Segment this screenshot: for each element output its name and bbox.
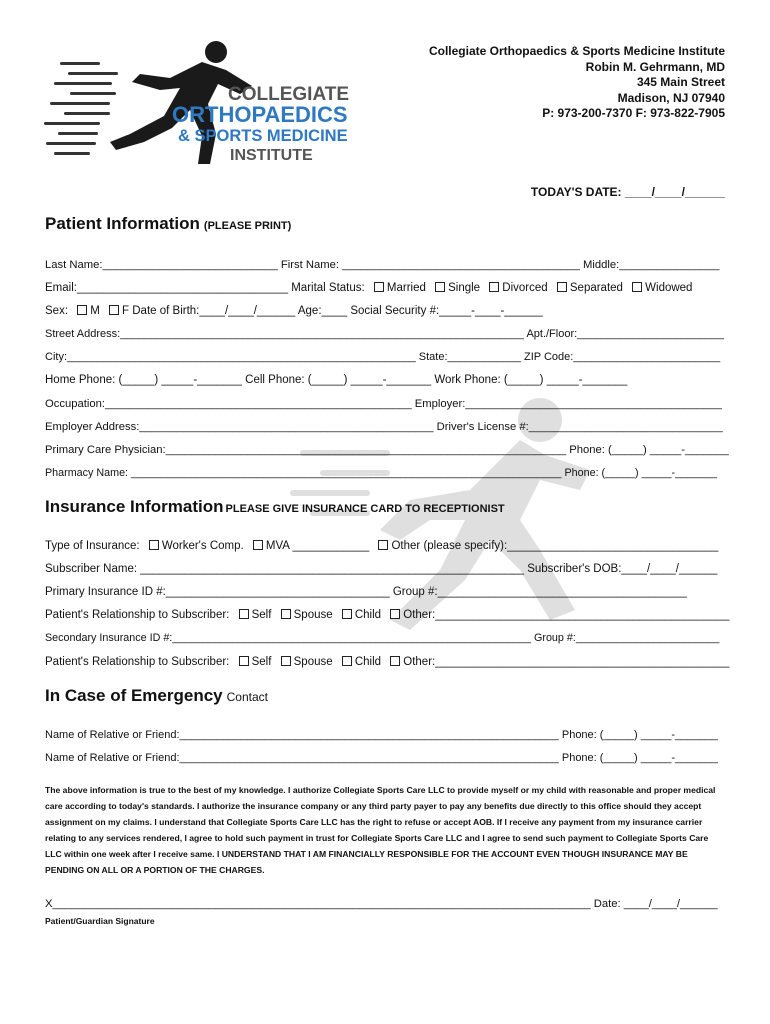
relative-row-1 <box>45 726 718 744</box>
self-checkbox[interactable] <box>239 609 249 619</box>
city-state-zip: Madison, NJ 07940 <box>617 90 725 105</box>
last-name-field[interactable]: Last Name:____________________________ <box>45 259 278 271</box>
work-phone-field[interactable]: Work Phone: (_____) _____-_______ <box>434 374 628 386</box>
drivers-license-field[interactable]: Driver's License #:_______________________________ <box>436 421 723 433</box>
sex-dob-row <box>45 302 543 320</box>
spouse-label: Spouse <box>293 656 333 668</box>
subscriber-dob-field[interactable]: Subscriber's DOB:____/____/______ <box>527 563 718 575</box>
home-phone-field[interactable]: Home Phone: (_____) _____-_______ <box>45 374 242 386</box>
email-marital-row <box>45 279 692 297</box>
other-insurance-field[interactable]: Other (please specify):_________________________________ <box>391 540 719 552</box>
signature-caption: Patient/Guardian Signature <box>45 916 155 926</box>
occupation-row <box>45 395 722 413</box>
spouse-checkbox[interactable] <box>281 656 291 666</box>
first-name-field[interactable]: First Name: ______________________________________ <box>280 259 580 271</box>
cell-phone-field[interactable]: Cell Phone: (_____) _____-_______ <box>245 374 432 386</box>
middle-name-field[interactable]: Middle:________________ <box>583 259 720 271</box>
city-field[interactable]: City:_________________________________________________________ <box>45 351 416 363</box>
sex-label: Sex: <box>45 305 69 317</box>
relationship-row-2 <box>45 653 729 671</box>
signature-field[interactable]: X______________________________________________________________________________________ <box>45 898 591 910</box>
insurance-type-row <box>45 537 718 555</box>
logo-line4: INSTITUTE <box>230 147 313 164</box>
spouse-label: Spouse <box>293 609 333 621</box>
single-label: Single <box>448 282 481 294</box>
section-title: Patient Information <box>45 214 200 233</box>
section-subtitle: PLEASE GIVE INSURANCE CARD TO RECEPTIONIST <box>225 503 505 515</box>
logo-line3: & SPORTS MEDICINE <box>178 127 348 145</box>
todays-date-field[interactable]: TODAY'S DATE: ____/____/______ <box>530 185 725 199</box>
emergency-heading <box>45 686 268 706</box>
self-label: Self <box>251 609 272 621</box>
signature-date-field[interactable]: Date: ____/____/______ <box>593 898 718 910</box>
practice-name: Collegiate Orthopaedics & Sports Medicine Institute <box>428 44 725 58</box>
relationship-row-1 <box>45 606 729 624</box>
self-label: Self <box>251 656 272 668</box>
child-checkbox[interactable] <box>342 609 352 619</box>
primary-insurance-row <box>45 583 687 601</box>
employer-field[interactable]: Employer:_________________________________________ <box>414 398 722 410</box>
self-checkbox[interactable] <box>239 656 249 666</box>
consent-statement: The above information is true to the best of my knowledge. I authorize Collegiate Sports Care LLC to provide myself or my child with reasonable and proper medical care according to today's standards. I authorize the insurance company or any third party payer to pay any benefits due directly to this office should they accept assignment on my claims. I understand that Collegiate Sports Care LLC has the right to refuse or accept AOB. If I receive any payment from my insurance carrier relating to any services rendered, I agree to hold such payment in trust for Collegiate Sports Care LLC and I agree to send such payment to Collegiate Sports Care LLC within one week after I receive same. I UNDERSTAND THAT I AM FINANCIALLY RESPONSIBLE FOR THE ACCOUNT EVEN THOUGH INSURANCE MAY BE PENDING ON ALL OR A PORTION OF THE CHARGES. <box>45 785 716 875</box>
relative-phone-field[interactable]: Phone: (_____) _____-_______ <box>561 752 718 764</box>
child-checkbox[interactable] <box>342 656 352 666</box>
other-relationship-checkbox[interactable] <box>390 656 400 666</box>
single-checkbox[interactable] <box>435 282 445 292</box>
logo <box>40 38 400 168</box>
pharmacy-row <box>45 464 717 482</box>
primary-group-field[interactable]: Group #:_______________________________________ <box>392 586 688 598</box>
relative-name-field[interactable]: Name of Relative or Friend:______________________________________________________________ <box>45 729 559 741</box>
logo-line2: ORTHOPAEDICS <box>172 102 348 127</box>
sex-f-checkbox[interactable] <box>109 305 119 315</box>
pharmacy-phone-field[interactable]: Phone: (_____) _____-_______ <box>564 467 717 479</box>
street-row <box>45 325 724 343</box>
doctor-name: Robin M. Gehrmann, MD <box>585 59 725 74</box>
practice-address <box>429 44 725 122</box>
city-row <box>45 348 720 366</box>
married-label: Married <box>386 282 426 294</box>
divorced-label: Divorced <box>502 282 548 294</box>
relative-name-field[interactable]: Name of Relative or Friend:______________________________________________________________ <box>45 752 559 764</box>
apt-floor-field[interactable]: Apt./Floor:________________________ <box>526 328 725 340</box>
secondary-insurance-id-field[interactable]: Secondary Insurance ID #:____________________________________________________________ <box>45 632 531 644</box>
employer-address-row <box>45 418 723 436</box>
sex-f-label: F <box>122 305 130 317</box>
phone-fax: P: 973-200-7370 F: 973-822-7905 <box>542 106 725 120</box>
divorced-checkbox[interactable] <box>489 282 499 292</box>
married-checkbox[interactable] <box>374 282 384 292</box>
relative-phone-field[interactable]: Phone: (_____) _____-_______ <box>561 729 718 741</box>
zip-field[interactable]: ZIP Code:________________________ <box>524 351 721 363</box>
separated-checkbox[interactable] <box>557 282 567 292</box>
section-title: Insurance Information <box>45 497 224 516</box>
insurance-type-label: Type of Insurance: <box>45 540 140 552</box>
sex-m-label: M <box>90 305 100 317</box>
spouse-checkbox[interactable] <box>281 609 291 619</box>
name-row <box>45 256 719 274</box>
pharmacy-field[interactable]: Pharmacy Name: ________________________________________________________________________ <box>45 467 562 479</box>
workers-comp-label: Worker's Comp. <box>161 540 244 552</box>
marital-status-label: Marital Status: <box>291 282 365 294</box>
sex-m-checkbox[interactable] <box>77 305 87 315</box>
child-label: Child <box>354 609 382 621</box>
child-label: Child <box>354 656 382 668</box>
section-subtitle: Contact <box>226 690 268 704</box>
separated-label: Separated <box>569 282 623 294</box>
street-address-field[interactable]: Street Address:__________________________________________________________________ <box>45 328 524 340</box>
relationship-label: Patient's Relationship to Subscriber: <box>45 609 230 621</box>
other-relationship-field[interactable]: Other:______________________________________________ <box>403 609 730 621</box>
other-relationship-checkbox[interactable] <box>390 609 400 619</box>
relative-row-2 <box>45 749 718 767</box>
mva-checkbox[interactable] <box>253 540 263 550</box>
dob-field[interactable]: Date of Birth:____/____/______ <box>132 305 296 317</box>
primary-insurance-id-field[interactable]: Primary Insurance ID #:___________________________________ <box>45 586 390 598</box>
pcp-row <box>45 441 729 459</box>
email-field[interactable]: Email:_________________________________ <box>45 282 289 294</box>
subscriber-row <box>45 560 717 578</box>
secondary-group-field[interactable]: Group #:________________________ <box>534 632 720 644</box>
widowed-checkbox[interactable] <box>632 282 642 292</box>
secondary-insurance-row <box>45 629 719 647</box>
widowed-label: Widowed <box>645 282 693 294</box>
signature-row <box>45 898 718 910</box>
pcp-phone-field[interactable]: Phone: (_____) _____-_______ <box>569 444 729 456</box>
ssn-field[interactable]: Social Security #:_____-____-______ <box>350 305 543 317</box>
pcp-field[interactable]: Primary Care Physician:________________________________________________________________ <box>45 444 567 456</box>
employer-address-field[interactable]: Employer Address:_______________________________________________ <box>45 421 434 433</box>
patient-info-heading <box>45 214 291 234</box>
occupation-field[interactable]: Occupation:_________________________________________________ <box>45 398 412 410</box>
other-relationship-field[interactable]: Other:______________________________________________ <box>403 656 730 668</box>
logo-line1: COLLEGIATE <box>228 84 350 105</box>
section-title: In Case of Emergency <box>45 686 223 705</box>
subscriber-name-field[interactable]: Subscriber Name: ____________________________________________________________ <box>45 563 524 575</box>
other-insurance-checkbox[interactable] <box>378 540 388 550</box>
age-field[interactable]: Age:____ <box>297 305 348 317</box>
phone-row <box>45 371 627 389</box>
section-subtitle: (PLEASE PRINT) <box>203 220 292 232</box>
state-field[interactable]: State:____________ <box>418 351 521 363</box>
workers-comp-checkbox[interactable] <box>149 540 159 550</box>
street-address: 345 Main Street <box>636 75 725 89</box>
mva-field[interactable]: MVA ____________ <box>265 540 370 552</box>
insurance-info-heading <box>45 497 505 517</box>
relationship-label: Patient's Relationship to Subscriber: <box>45 656 230 668</box>
